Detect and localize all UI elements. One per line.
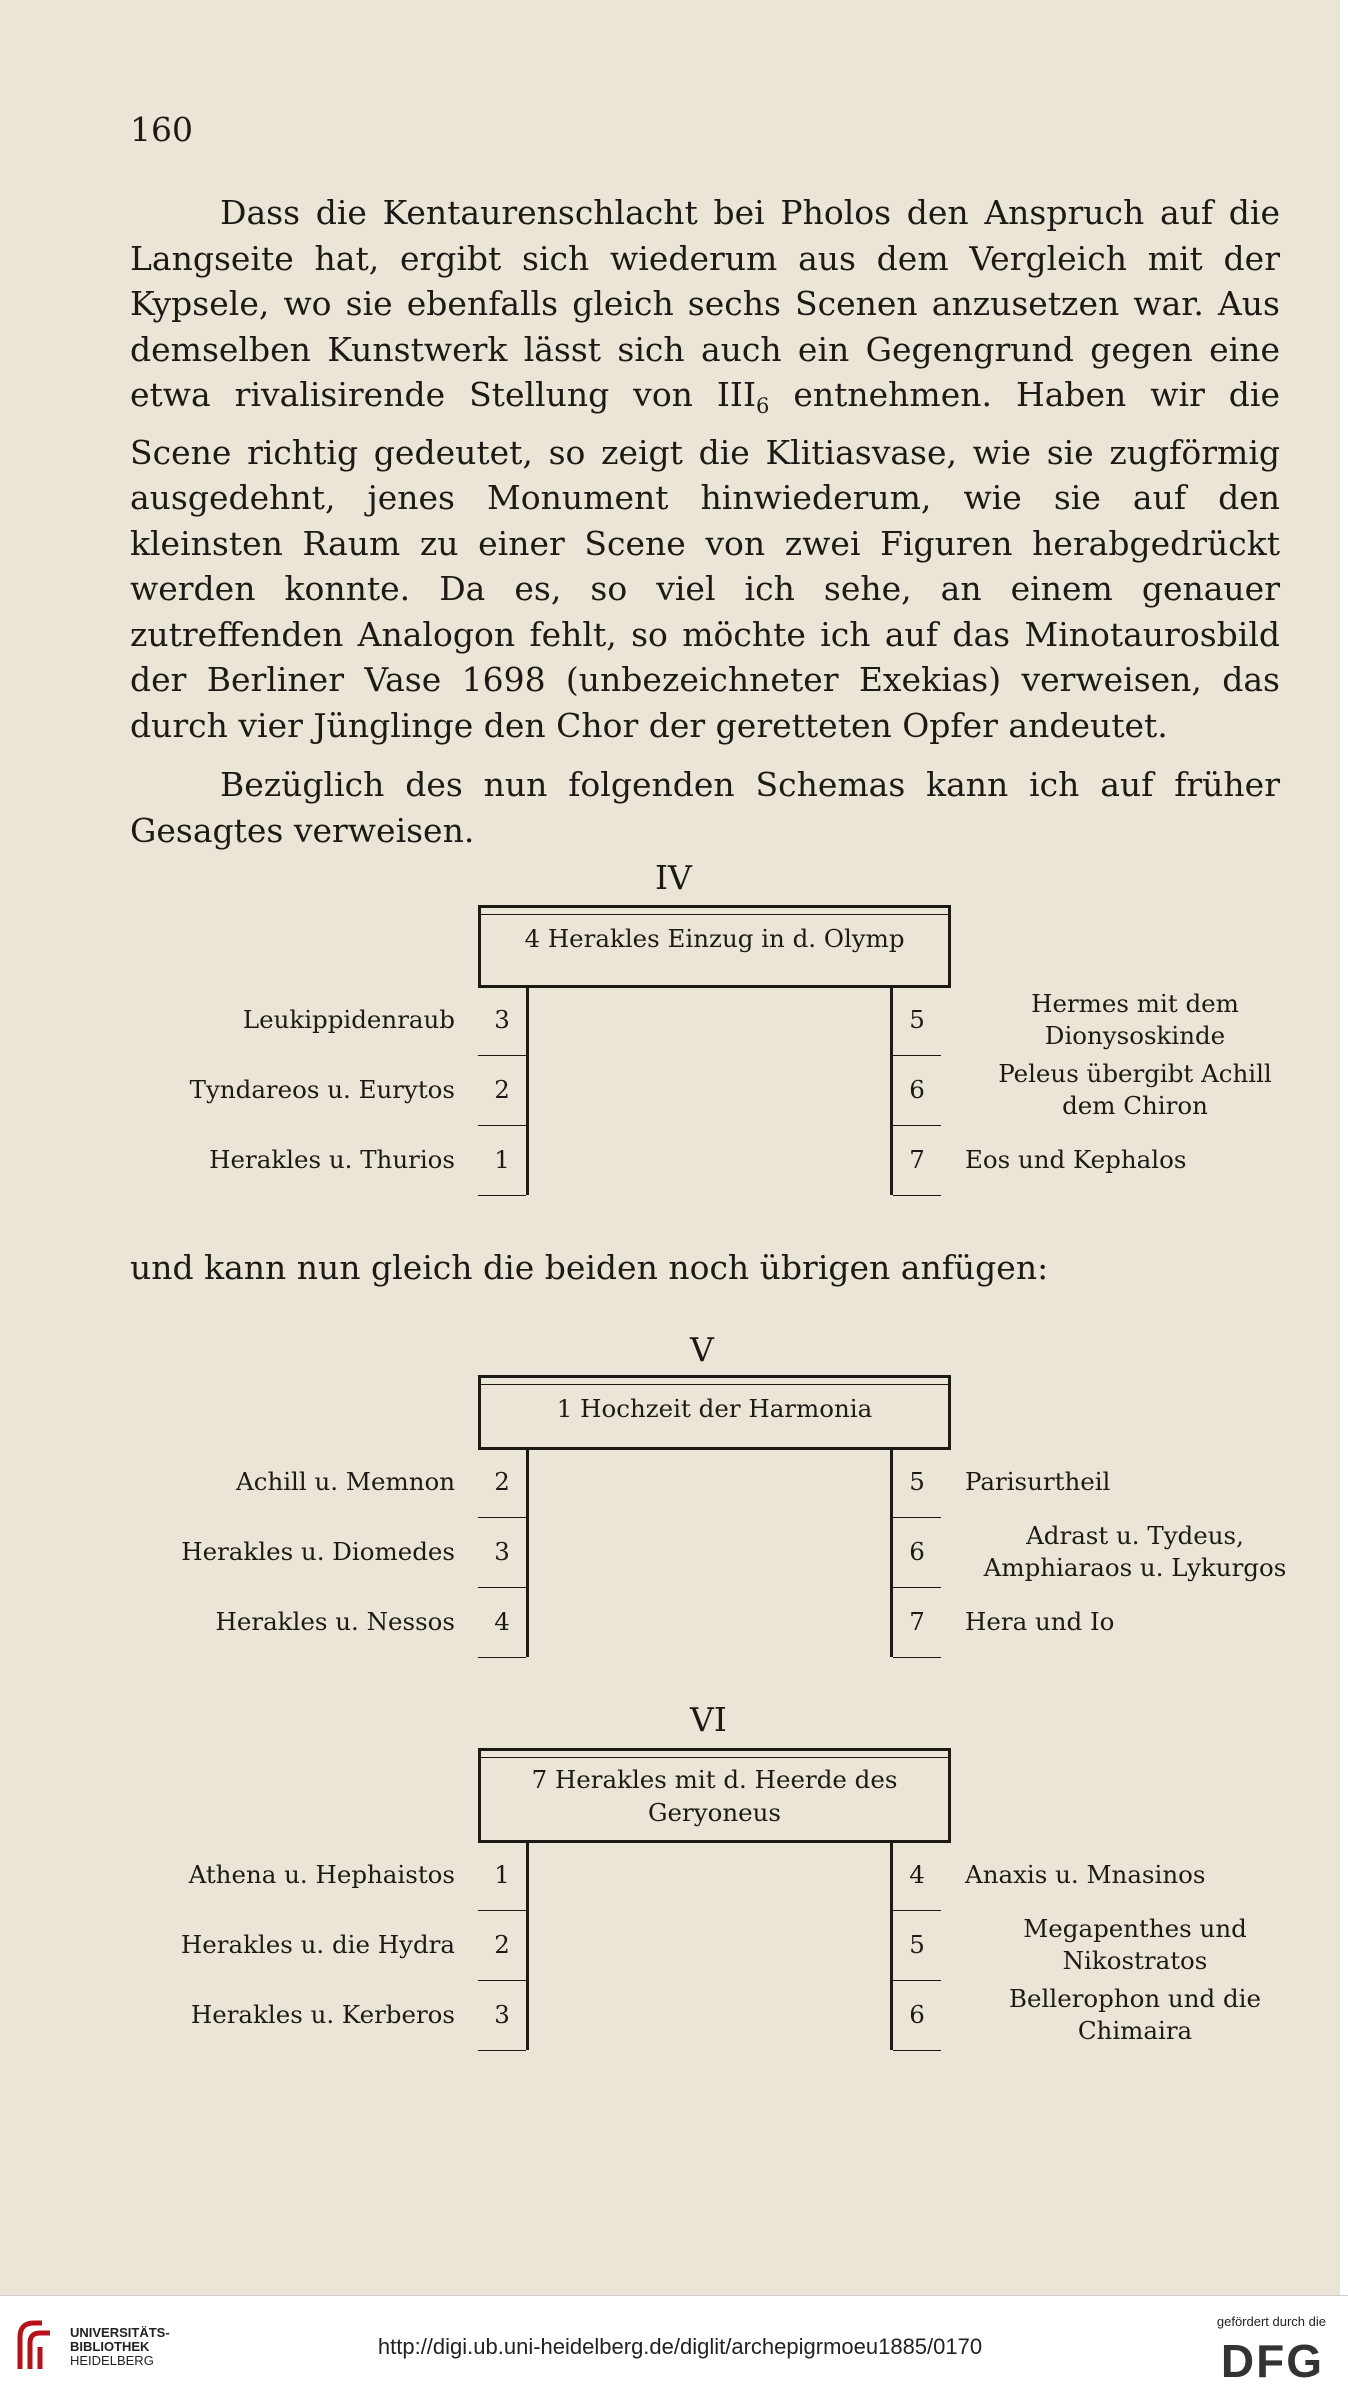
schema-iv-left-label-3: Herakles u. Thurios	[209, 1145, 455, 1174]
label-line: Hera und Io	[965, 1607, 1115, 1636]
schema-vi-left-num-3: 3	[478, 1980, 526, 2051]
schema-vi-right-num-3: 6	[893, 1980, 941, 2051]
dfg-logo: DFG	[1220, 2335, 1324, 2387]
schema-vi-right-num-1: 4	[893, 1840, 941, 1911]
schema-iv-left-num-3: 1	[478, 1125, 526, 1196]
head-divider	[481, 985, 948, 988]
schema-v-head-line-1: 1 Hochzeit der Harmonia	[556, 1394, 873, 1423]
paragraph-3: und kann nun gleich die beiden noch übrigen anfügen:	[130, 1248, 1049, 1287]
label-line: dem Chiron	[1062, 1091, 1208, 1120]
paragraph-1	[130, 190, 1280, 748]
schema-v-right-num-3: 7	[893, 1587, 941, 1658]
schema-v-left-num-3: 4	[478, 1587, 526, 1658]
library-name	[70, 2326, 170, 2368]
label-line: Peleus übergibt Achill	[998, 1059, 1272, 1088]
schema-iv-right-column	[890, 985, 941, 1195]
schema-v-right-label-3	[965, 1587, 1305, 1657]
schema-iv-left-num-2: 2	[478, 1055, 526, 1126]
schema-vi-left-num-1: 1	[478, 1840, 526, 1911]
schema-iv-head	[481, 922, 948, 955]
label-line: Anaxis u. Mnasinos	[965, 1860, 1206, 1889]
schema-vi-head	[481, 1763, 948, 1829]
schema-v-right-column	[890, 1447, 941, 1657]
schema-iv-right-label-3	[965, 1125, 1305, 1195]
schema-v-left-column	[478, 1447, 529, 1657]
university-library-logo-icon	[16, 2317, 56, 2373]
label-line: Adrast u. Tydeus,	[1026, 1521, 1244, 1550]
subscript-six: 6	[756, 394, 770, 418]
funded-by-label: gefördert durch die	[1216, 2314, 1326, 2329]
double-rule	[481, 914, 948, 915]
schema-vi-head-line-2: Geryoneus	[647, 1798, 781, 1827]
schema-v-left-label-1: Achill u. Memnon	[236, 1467, 455, 1496]
double-rule	[481, 1757, 948, 1758]
schema-iv-head-box	[478, 905, 951, 988]
schema-iv-right-label-1	[965, 985, 1305, 1055]
label-line: Chimaira	[1077, 2016, 1193, 2045]
schema-iv-right-num-1: 5	[893, 985, 941, 1056]
library-name-line-3: HEIDELBERG	[70, 2353, 154, 2368]
double-rule	[481, 1384, 948, 1385]
schema-vi-numeral: VI	[690, 1700, 727, 1739]
schema-vi-left-num-2: 2	[478, 1910, 526, 1981]
schema-v-numeral: V	[690, 1330, 714, 1369]
schema-v-left-label-3: Herakles u. Nessos	[215, 1607, 455, 1636]
head-divider	[481, 1447, 948, 1450]
page-number: 160	[130, 110, 193, 149]
label-line: Amphiaraos u. Lykurgos	[983, 1553, 1287, 1582]
schema-vi-left-label-3: Herakles u. Kerberos	[190, 2000, 455, 2029]
schema-vi-right-num-2: 5	[893, 1910, 941, 1981]
schema-iv-head-line-1: 4 Herakles Einzug in d. Olymp	[524, 924, 905, 953]
schema-vi-left-label-2: Herakles u. die Hydra	[180, 1930, 455, 1959]
schema-v-right-label-1	[965, 1447, 1305, 1517]
schema-v-right-num-2: 6	[893, 1517, 941, 1588]
schema-vi-right-label-1	[965, 1840, 1305, 1910]
schema-vi-head-box	[478, 1748, 951, 1843]
head-divider	[481, 1840, 948, 1843]
library-name-line-1: UNIVERSITÄTS-	[70, 2325, 170, 2340]
schema-vi-right-column	[890, 1840, 941, 2050]
schema-iv-left-column	[478, 985, 529, 1195]
schema-v-head	[481, 1392, 948, 1425]
label-line: Dionysoskinde	[1044, 1021, 1226, 1050]
schema-vi-head-line-1: 7 Herakles mit d. Heerde des	[531, 1765, 898, 1794]
schema-vi-right-label-2	[965, 1910, 1305, 1980]
schema-v-left-num-1: 2	[478, 1447, 526, 1518]
schema-v-head-box	[478, 1375, 951, 1450]
label-line: Megapenthes und	[1023, 1914, 1247, 1943]
permalink-url[interactable]: http://digi.ub.uni-heidelberg.de/diglit/archepigrmoeu1885/0170	[377, 2334, 983, 2359]
schema-iv-left-num-1: 3	[478, 985, 526, 1056]
paragraph-2: Bezüglich des nun folgenden Schemas kann ich auf früher Gesagtes verweisen.	[130, 765, 1280, 850]
schema-iv-left-label-1: Leukippidenraub	[242, 1005, 455, 1034]
schema-v-right-num-1: 5	[893, 1447, 941, 1518]
schema-v-right-label-2	[965, 1517, 1305, 1587]
paragraph-1-text-b: entnehmen. Haben wir die Scene richtig gedeutet, so zeigt die Klitiasvase, wie sie zugförmig ausgedehnt, jenes Monument hinwiederum, wie sie auf den kleinsten Raum zu einer Scene von zwei Figuren herabgedrückt werden konnte. Da es, so viel ich sehe, an einem genauer zutreffenden Analogon fehlt, so möchte ich auf das Minotaurosbild der Berliner Vase 1698 (unbezeichneter Exekias) verweisen, das durch vier Jünglinge den Chor der geretteten Opfer andeutet.	[130, 375, 1281, 745]
schema-v-left-num-2: 3	[478, 1517, 526, 1588]
schema-iv-numeral: IV	[655, 858, 692, 897]
label-line: Eos und Kephalos	[965, 1145, 1187, 1174]
library-name-line-2: BIBLIOTHEK	[70, 2339, 150, 2354]
schema-v-left-label-2: Herakles u. Diomedes	[181, 1537, 455, 1566]
schema-iv-right-num-3: 7	[893, 1125, 941, 1196]
label-line: Parisurtheil	[965, 1467, 1111, 1496]
schema-iv-right-num-2: 6	[893, 1055, 941, 1126]
label-line: Nikostratos	[1062, 1946, 1208, 1975]
label-line: Bellerophon und die	[1009, 1984, 1261, 2013]
label-line: Hermes mit dem	[1031, 989, 1239, 1018]
schema-vi-left-column	[478, 1840, 529, 2050]
paragraph-1-text-a: Dass die Kentaurenschlacht bei Pholos den Anspruch auf die Langseite hat, ergibt sich wiederum aus dem Vergleich mit der Kypsele, wo sie ebenfalls gleich sechs Scenen anzusetzen war. Aus demselben Kunstwerk lässt sich auch ein Gegengrund gegen eine etwa rivalisirende Stellung von III	[130, 193, 1280, 414]
schema-vi-right-label-3	[965, 1980, 1305, 2050]
schema-iv-right-label-2	[965, 1055, 1305, 1125]
schema-iv-left-label-2: Tyndareos u. Eurytos	[189, 1075, 455, 1104]
schema-vi-left-label-1: Athena u. Hephaistos	[188, 1860, 455, 1889]
